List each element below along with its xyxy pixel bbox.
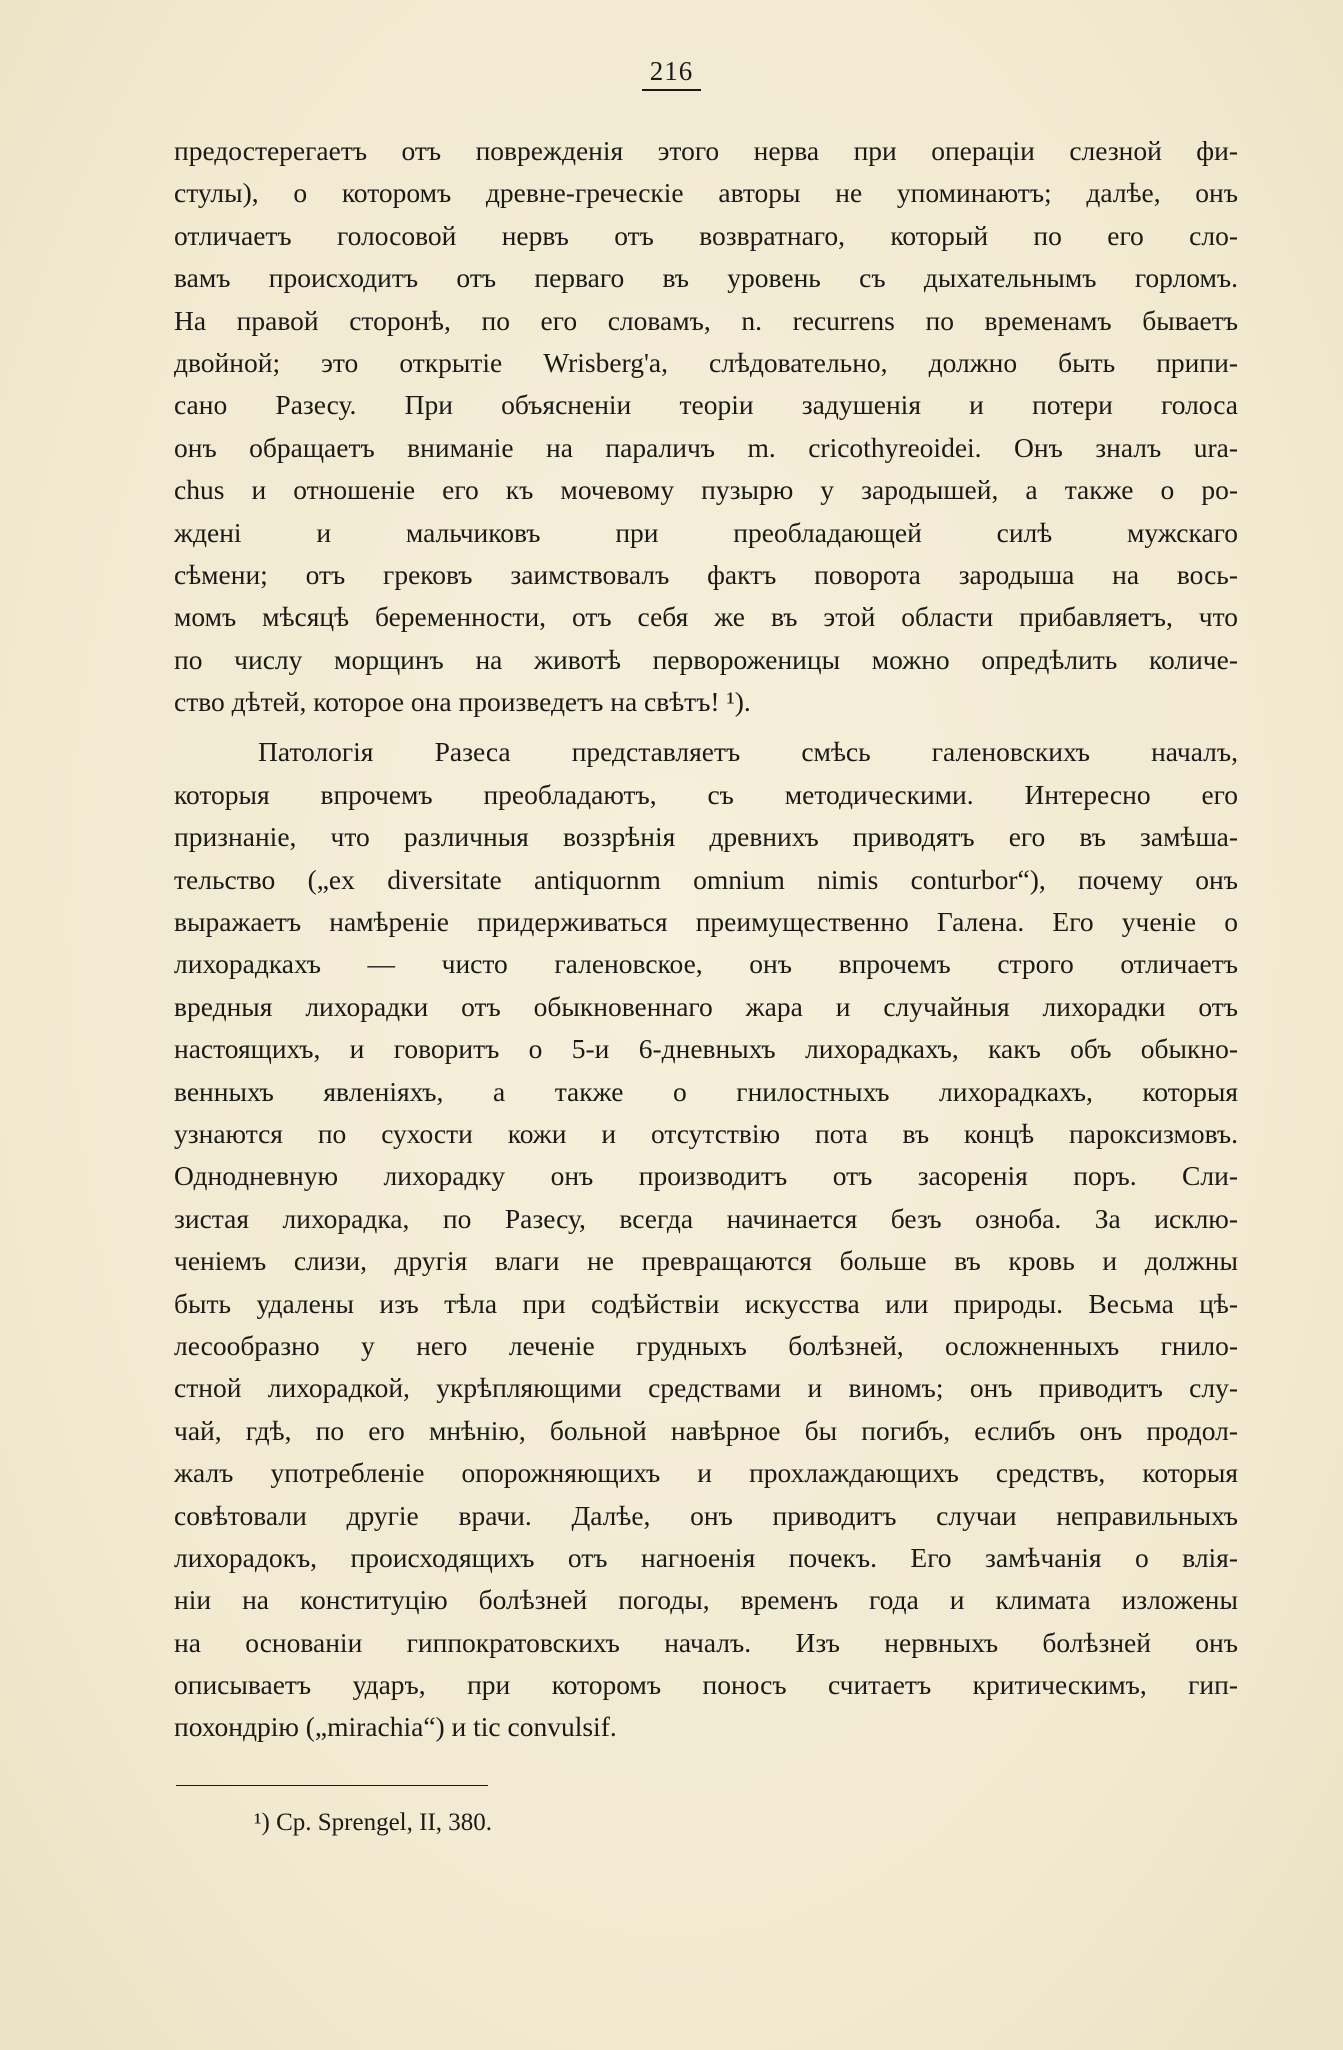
text-line: быть удалены изъ тѣла при содѣйствіи искусства или природы. Весьма цѣ-	[174, 1287, 1238, 1319]
text-line: стной лихорадкой, укрѣпляющими средствами и виномъ; онъ приводитъ слу-	[174, 1372, 1238, 1404]
text-line: описываетъ ударъ, при которомъ поносъ считаетъ критическимъ, гип-	[174, 1669, 1238, 1701]
text-line: вредныя лихорадки отъ обыкновеннаго жара и случайныя лихорадки отъ	[174, 990, 1238, 1022]
text-line: отличаетъ голосовой нервъ отъ возвратнаго, который по его сло-	[174, 219, 1238, 251]
paragraph-1	[174, 130, 1238, 723]
text-line: на основаніи гиппократовскихъ началъ. Изъ нервныхъ болѣзней онъ	[174, 1626, 1238, 1658]
text-line: узнаются по сухости кожи и отсутствію пота въ концѣ пароксизмовъ.	[174, 1117, 1238, 1149]
text-line: настоящихъ, и говоритъ о 5-и 6-дневныхъ лихорадкахъ, какъ объ обыкно-	[174, 1033, 1238, 1065]
text-line: лихорадкахъ — чисто галеновское, онъ впрочемъ строго отличаетъ	[174, 948, 1238, 980]
text-line: тельство („ex diversitate antiquornm omnium nimis conturbor“), почему онъ	[174, 863, 1238, 895]
text-line: чай, гдѣ, по его мнѣнію, больной навѣрное бы погибъ, еслибъ онъ продол-	[174, 1414, 1238, 1446]
text-line: Однодневную лихорадку онъ производитъ отъ засоренія поръ. Сли-	[174, 1160, 1238, 1192]
text-line: Патологія Разеса представляетъ смѣсь галеновскихъ началъ,	[258, 736, 1238, 768]
body-text	[174, 130, 1238, 1749]
footnote-divider	[176, 1785, 488, 1786]
text-line: жалъ употребленіе опорожняющихъ и прохлаждающихъ средствъ, которыя	[174, 1457, 1238, 1489]
text-line: ждені и мальчиковъ при преобладающей силѣ мужскаго	[174, 516, 1238, 548]
text-line: по числу морщинъ на животѣ первороженицы можно опредѣлить количе-	[174, 643, 1238, 675]
text-line: выражаетъ намѣреніе придерживаться преимущественно Галена. Его ученіе о	[174, 906, 1238, 938]
page-number: 216	[0, 56, 1343, 91]
text-line: венныхъ явленіяхъ, а также о гнилостныхъ лихорадкахъ, которыя	[174, 1075, 1238, 1107]
text-line: лесообразно у него леченіе грудныхъ болѣзней, осложненныхъ гнило-	[174, 1329, 1238, 1361]
text-line: предостерегаетъ отъ поврежденія этого нерва при операціи слезной фи-	[174, 135, 1238, 166]
text-line: chus и отношеніе его къ мочевому пузырю у зародышей, а также о ро-	[174, 474, 1238, 506]
text-line: лихорадокъ, происходящихъ отъ нагноенія почекъ. Его замѣчанія о влія-	[174, 1541, 1238, 1573]
text-line: зистая лихорадка, по Разесу, всегда начинается безъ озноба. За исклю-	[174, 1202, 1238, 1234]
text-line: ніи на конституцію болѣзней погоды, временъ года и климата изложены	[174, 1584, 1238, 1616]
text-line: похондрію („mirachia“) и tic convulsif.	[174, 1711, 617, 1743]
text-line: ство дѣтей, которое она произведетъ на свѣтъ! ¹).	[174, 686, 751, 718]
text-line: На правой сторонѣ, по его словамъ, n. recurrens по временамъ бываетъ	[174, 304, 1238, 336]
text-line: совѣтовали другіе врачи. Далѣе, онъ приводитъ случаи неправильныхъ	[174, 1499, 1238, 1531]
text-line: сано Разесу. При объясненіи теоріи задушенія и потери голоса	[174, 389, 1238, 421]
text-line: которыя впрочемъ преобладаютъ, съ методическими. Интересно его	[174, 778, 1238, 810]
text-line: сѣмени; отъ грековъ заимствовалъ фактъ поворота зародыша на вось-	[174, 558, 1238, 590]
paragraph-2	[174, 731, 1238, 1748]
text-line: онъ обращаетъ вниманіе на параличъ m. cricothyreoidei. Онъ зналъ ura-	[174, 431, 1238, 463]
text-line: признаніе, что различныя воззрѣнія древнихъ приводятъ его въ замѣша-	[174, 821, 1238, 853]
text-line: стулы), о которомъ древне-греческіе авторы не упоминаютъ; далѣе, онъ	[174, 177, 1238, 209]
text-line: момъ мѣсяцѣ беременности, отъ себя же въ этой области прибавляетъ, что	[174, 601, 1238, 633]
footnote: ¹) Cp. Sprengel, II, 380.	[254, 1809, 493, 1836]
text-line: вамъ происходитъ отъ перваго въ уровень съ дыхательнымъ горломъ.	[174, 262, 1238, 294]
text-line: ченіемъ слизи, другія влаги не превращаются больше въ кровь и должны	[174, 1245, 1238, 1277]
text-line: двойной; это открытіе Wrisberg'а, слѣдовательно, должно быть припи-	[174, 346, 1238, 378]
